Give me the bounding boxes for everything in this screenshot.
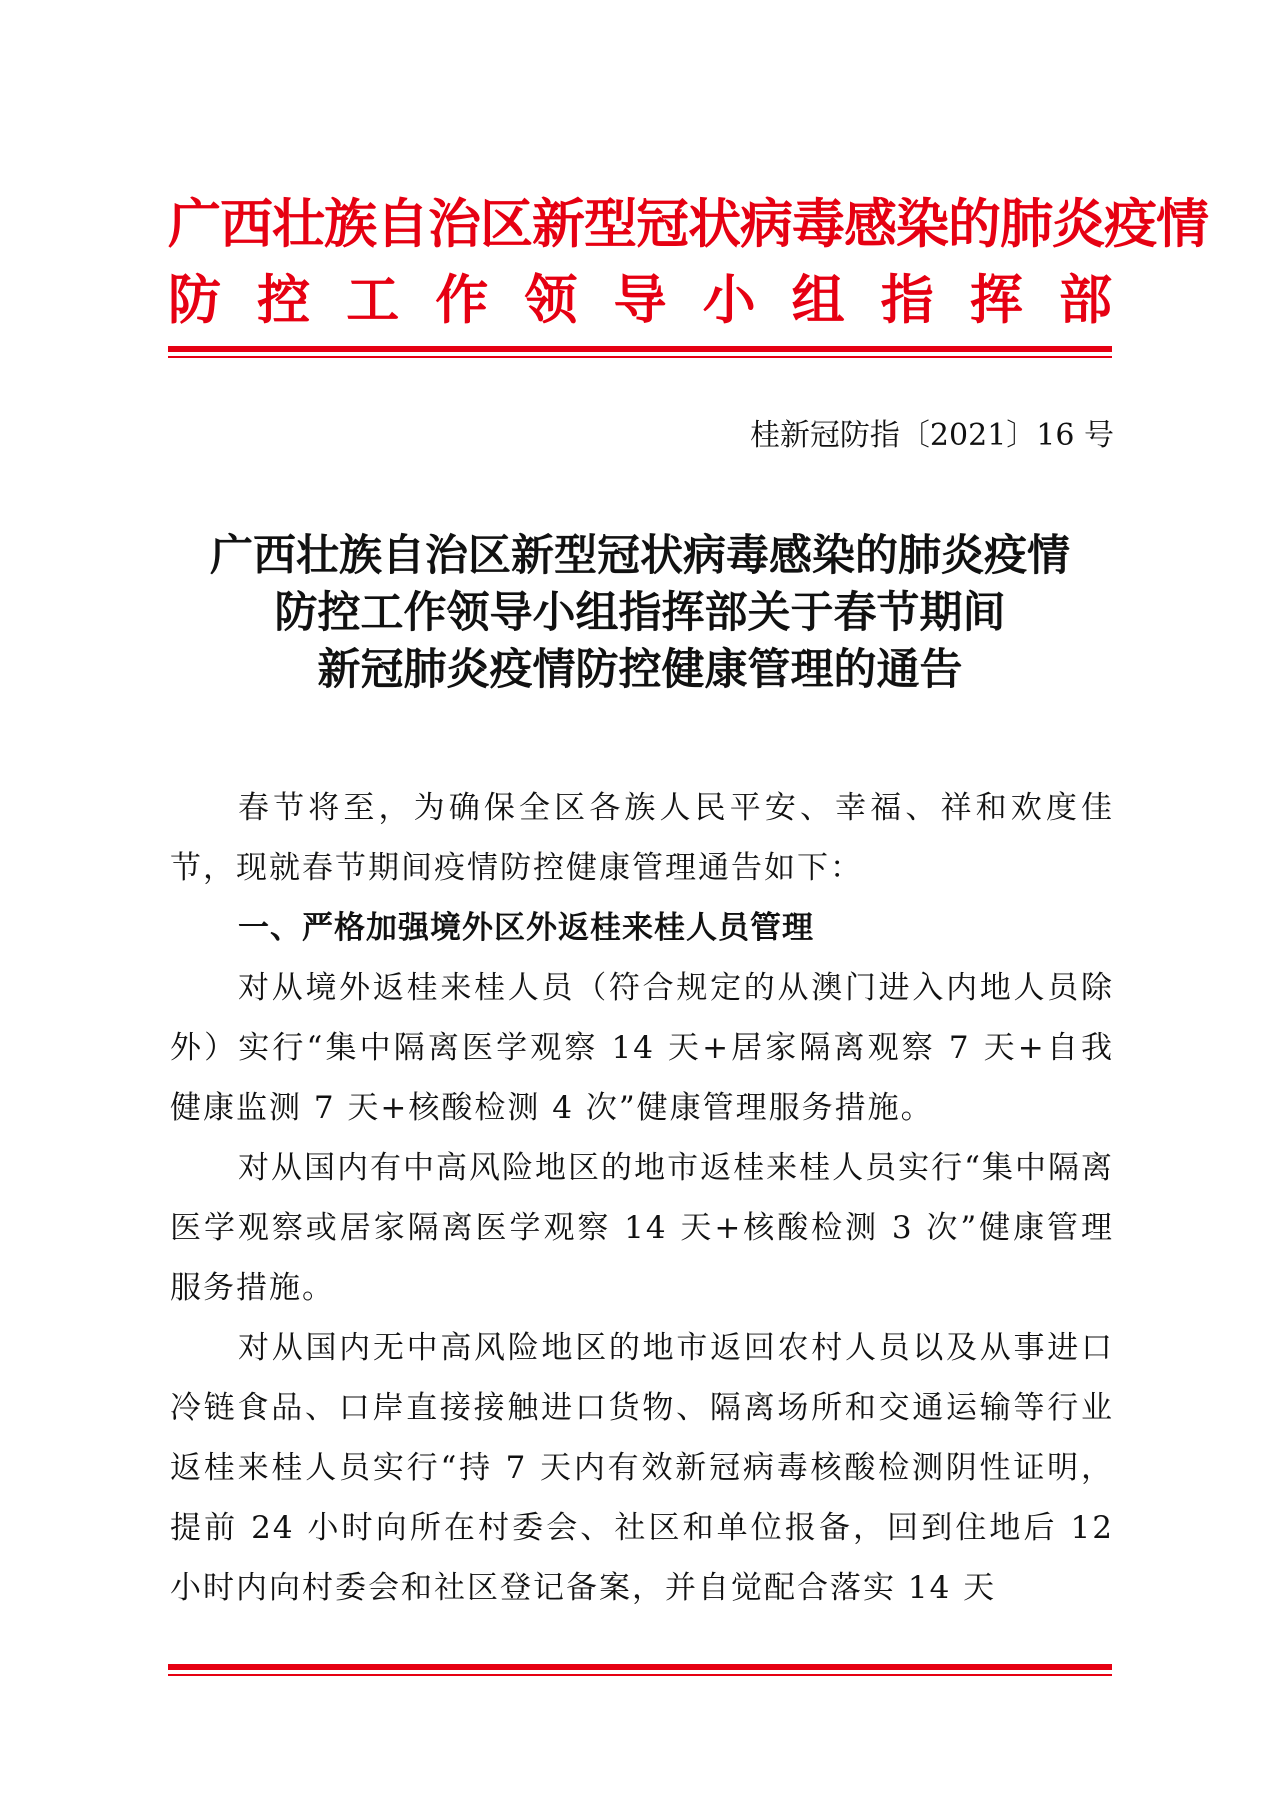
letterhead-divider-thick <box>168 346 1112 352</box>
letterhead-char: 控 <box>257 269 311 331</box>
letterhead-char: 导 <box>613 269 667 331</box>
body-paragraph-3: 对从国内无中高风险地区的地市返回农村人员以及从事进口冷链食品、口岸直接接触进口货物、隔离场所和交通运输等行业返桂来桂人员实行“持 7 天内有效新冠病毒核酸检测阴性证明，提前 24 小时向所在村委会、社区和单位报备，回到住地后 12 小时内向村委会和社区登记备案，并自觉配合落实 14 天 <box>170 1330 1114 1606</box>
title-line-1: 广西壮族自治区新型冠状病毒感染的肺炎疫情 <box>210 531 1070 581</box>
body-paragraph-2: 对从国内有中高风险地区的地市返桂来桂人员实行“集中隔离医学观察或居家隔离医学观察 14 天+核酸检测 3 次”健康管理服务措施。 <box>170 1150 1114 1306</box>
letterhead-line-1: 广西壮族自治区新型冠状病毒感染的肺炎疫情 <box>168 193 1208 255</box>
document-title <box>168 528 1112 699</box>
letterhead-char: 组 <box>791 269 845 331</box>
document-body <box>170 778 1114 1618</box>
title-line-2: 防控工作领导小组指挥部关于春节期间 <box>274 588 1006 638</box>
letterhead-divider-thin <box>168 356 1112 358</box>
letterhead-char: 领 <box>524 269 578 331</box>
letterhead-char: 挥 <box>969 269 1023 331</box>
title-line-3: 新冠肺炎疫情防控健康管理的通告 <box>317 645 963 695</box>
letterhead-char: 小 <box>702 269 756 331</box>
letterhead-char: 部 <box>1058 269 1112 331</box>
letterhead-line-2 <box>168 268 1112 332</box>
footer-divider-thin <box>168 1674 1112 1676</box>
letterhead-char: 工 <box>346 269 400 331</box>
footer-divider-thick <box>168 1664 1112 1670</box>
document-number: 桂新冠防指〔2021〕16 号 <box>749 418 1114 453</box>
letterhead-char: 防 <box>168 269 221 331</box>
intro-paragraph: 春节将至，为确保全区各族人民平安、幸福、祥和欢度佳节，现就春节期间疫情防控健康管理通告如下： <box>170 790 1114 886</box>
body-paragraph-1: 对从境外返桂来桂人员（符合规定的从澳门进入内地人员除外）实行“集中隔离医学观察 14 天+居家隔离观察 7 天+自我健康监测 7 天+核酸检测 4 次”健康管理服务措施。 <box>170 970 1114 1126</box>
letterhead-char: 指 <box>880 269 934 331</box>
letterhead-char: 作 <box>435 269 489 331</box>
section-heading: 一、严格加强境外区外返桂来桂人员管理 <box>238 910 814 946</box>
